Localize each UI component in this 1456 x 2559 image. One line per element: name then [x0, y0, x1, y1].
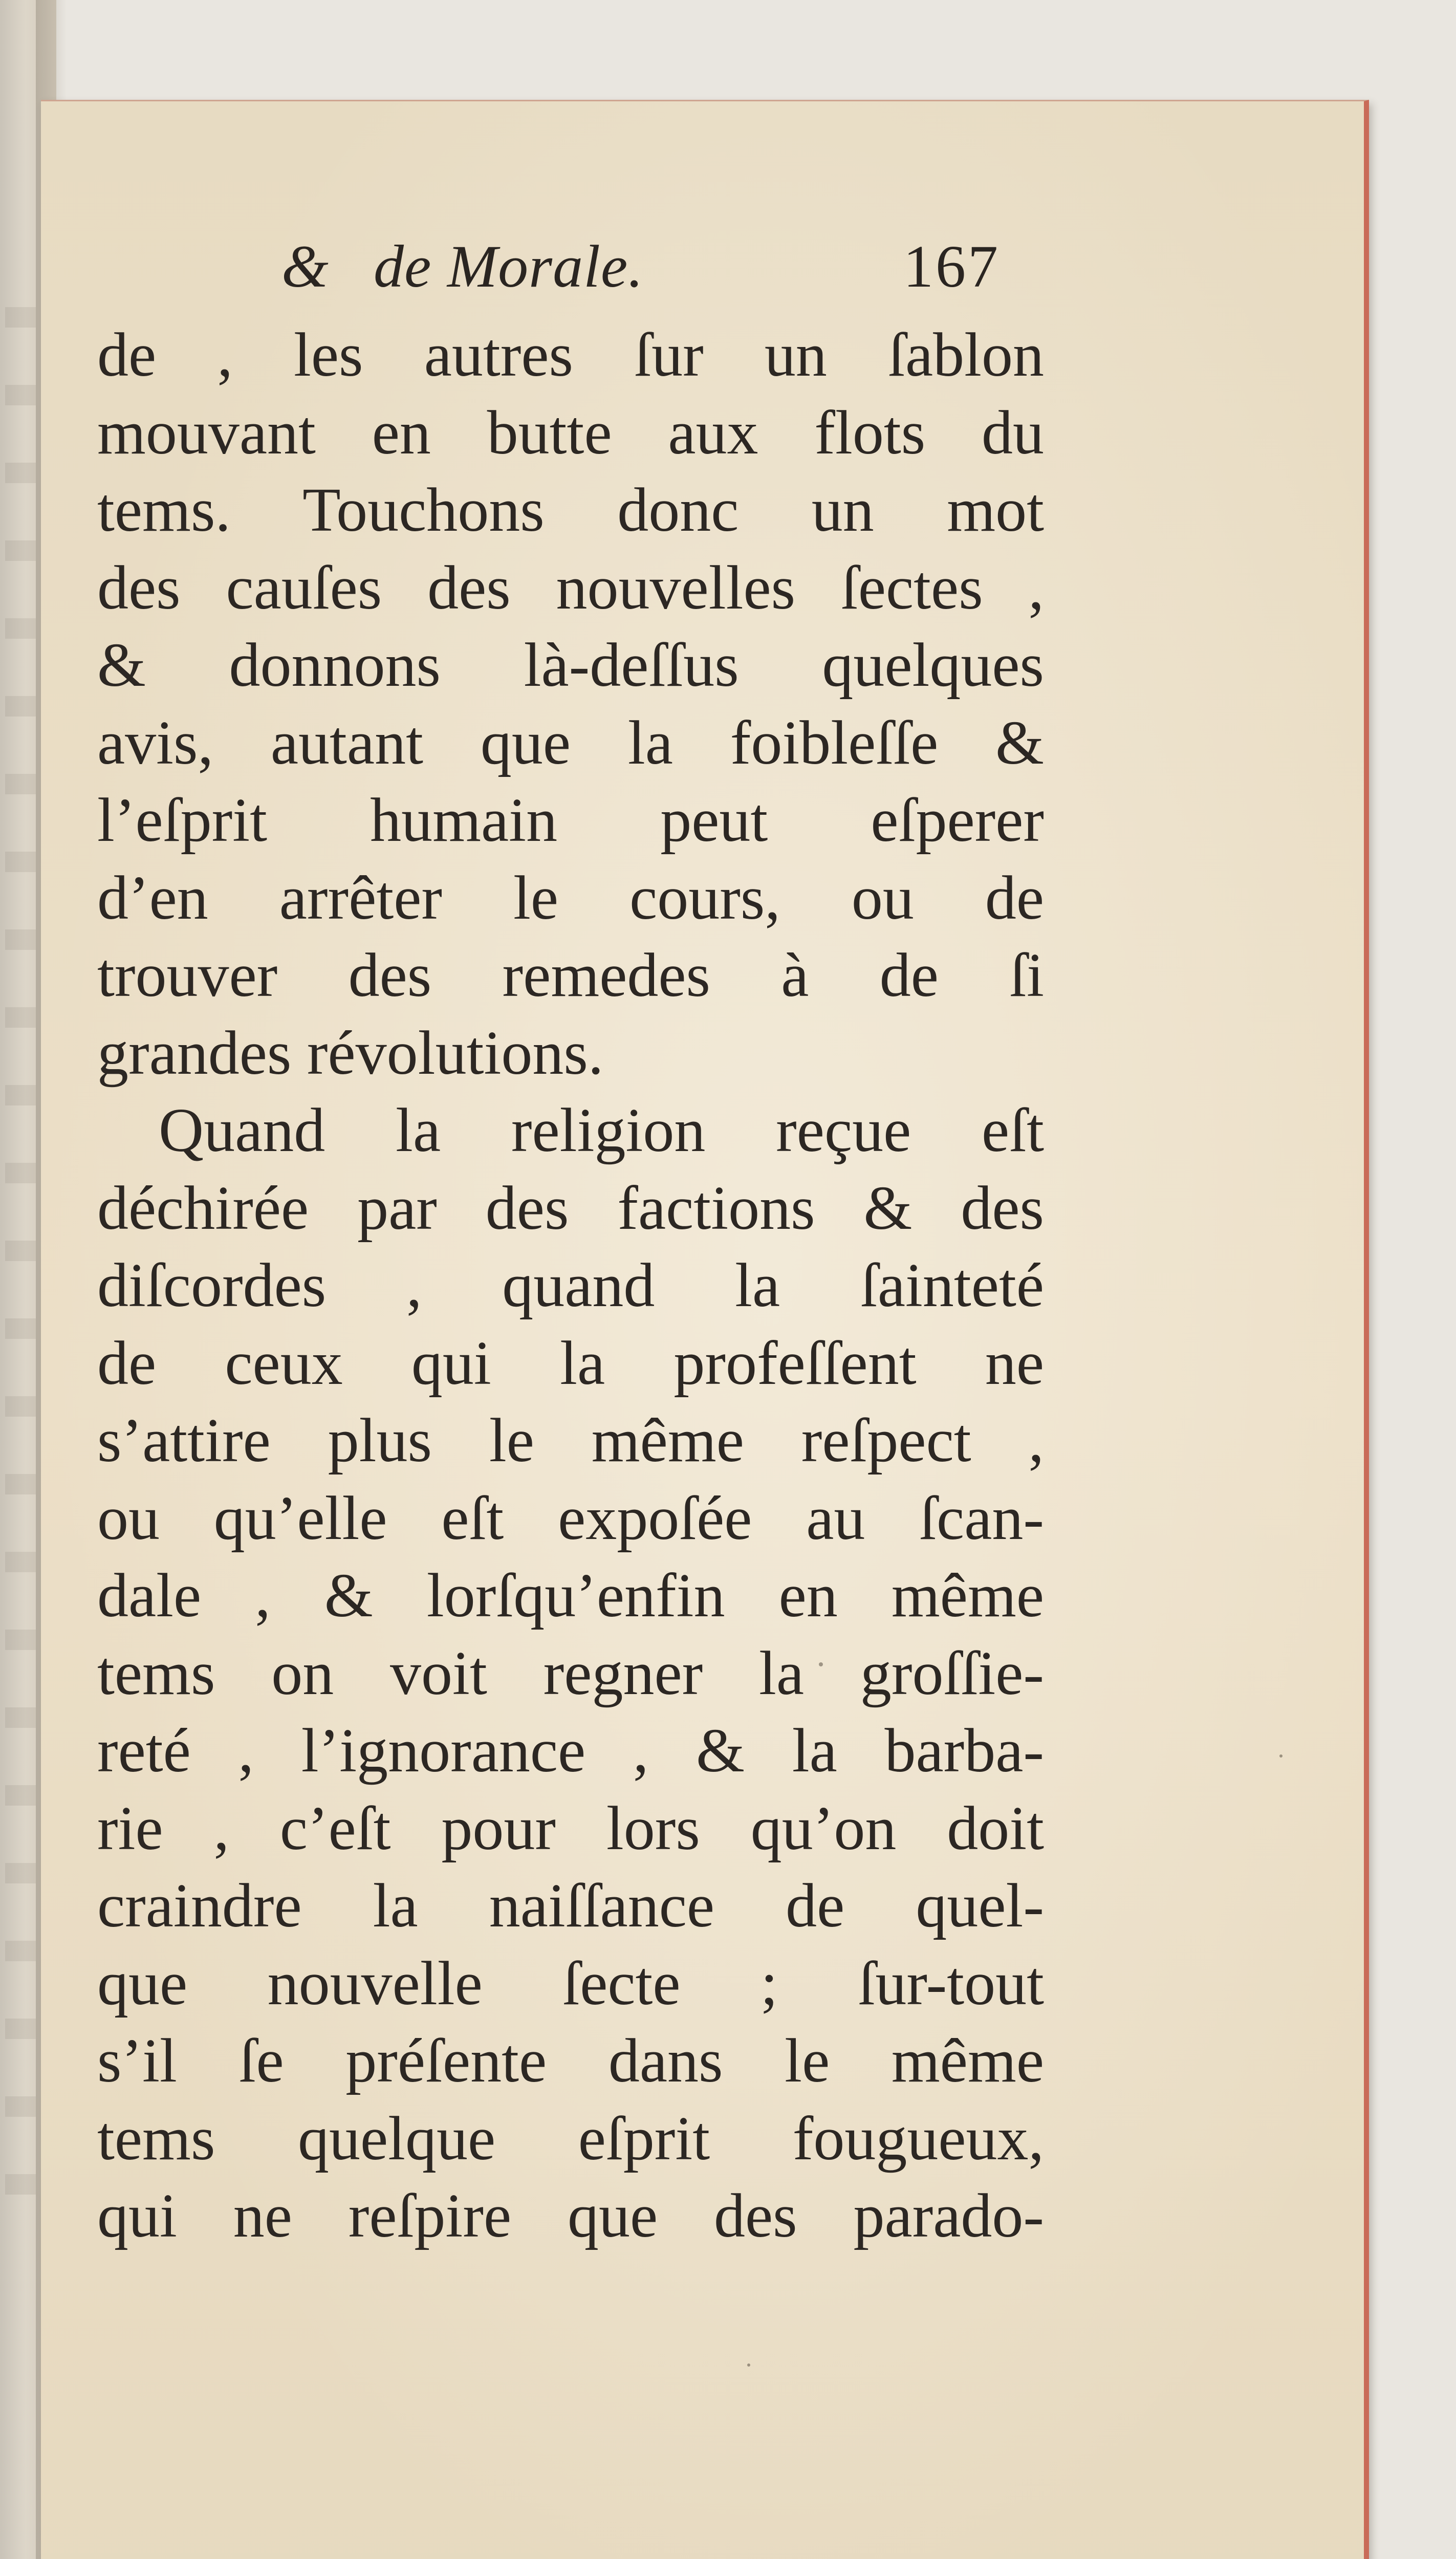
text-line: de , les autres ſur un ſablon: [97, 320, 1044, 389]
text-line: s’attire plus le même reſpect ,: [97, 1406, 1044, 1475]
text-line: que nouvelle ſecte ; ſur-tout: [97, 1948, 1044, 2018]
text-line: Quand la religion reçue eſt: [159, 1096, 1044, 1165]
text-line: diſcordes , quand la ſainteté: [97, 1251, 1044, 1320]
paper-speck: [1279, 1754, 1283, 1758]
body-text: [97, 316, 1044, 2255]
text-line: qui ne reſpire que des parado-: [97, 2181, 1044, 2250]
text-line: tems on voit regner la groſſie-: [97, 1638, 1044, 1708]
text-line: déchirée par des factions & des: [97, 1173, 1044, 1243]
text-line: des cauſes des nouvelles ſectes ,: [97, 553, 1044, 622]
text-line: de ceux qui la profeſſent ne: [97, 1328, 1044, 1398]
book-page: [41, 100, 1369, 2559]
header-ornament: &: [281, 233, 329, 300]
text-line: grandes révolutions.: [97, 1018, 604, 1088]
gutter-show-through: [5, 307, 36, 2252]
text-line: s’il ſe préſente dans le même: [97, 2026, 1044, 2095]
text-line: & donnons là-deſſus quelques: [97, 631, 1044, 700]
text-line: tems. Touchons donc un mot: [97, 475, 1044, 545]
paper-speck: [747, 2363, 750, 2367]
running-title: de Morale.: [374, 233, 644, 300]
text-line: craindre la naiſſance de quel-: [97, 1871, 1044, 1940]
text-line: ou qu’elle eſt expoſée au ſcan-: [97, 1483, 1044, 1553]
text-line: dale , & lorſqu’enfin en même: [97, 1561, 1044, 1630]
page-number: 167: [903, 233, 1000, 300]
text-line: mouvant en butte aux flots du: [97, 398, 1044, 467]
text-line: trouver des remedes à de ſi: [97, 941, 1044, 1010]
text-line: reté , l’ignorance , & la barba-: [97, 1716, 1044, 1785]
text-line: rie , c’eſt pour lors qu’on doit: [97, 1793, 1044, 1863]
text-line: d’en arrêter le cours, ou de: [97, 863, 1044, 932]
paper-speck: [819, 1662, 823, 1666]
text-line: tems quelque eſprit fougueux,: [97, 2103, 1044, 2173]
text-line: l’eſprit humain peut eſperer: [97, 786, 1044, 855]
text-line: avis, autant que la foibleſſe &: [97, 708, 1044, 777]
